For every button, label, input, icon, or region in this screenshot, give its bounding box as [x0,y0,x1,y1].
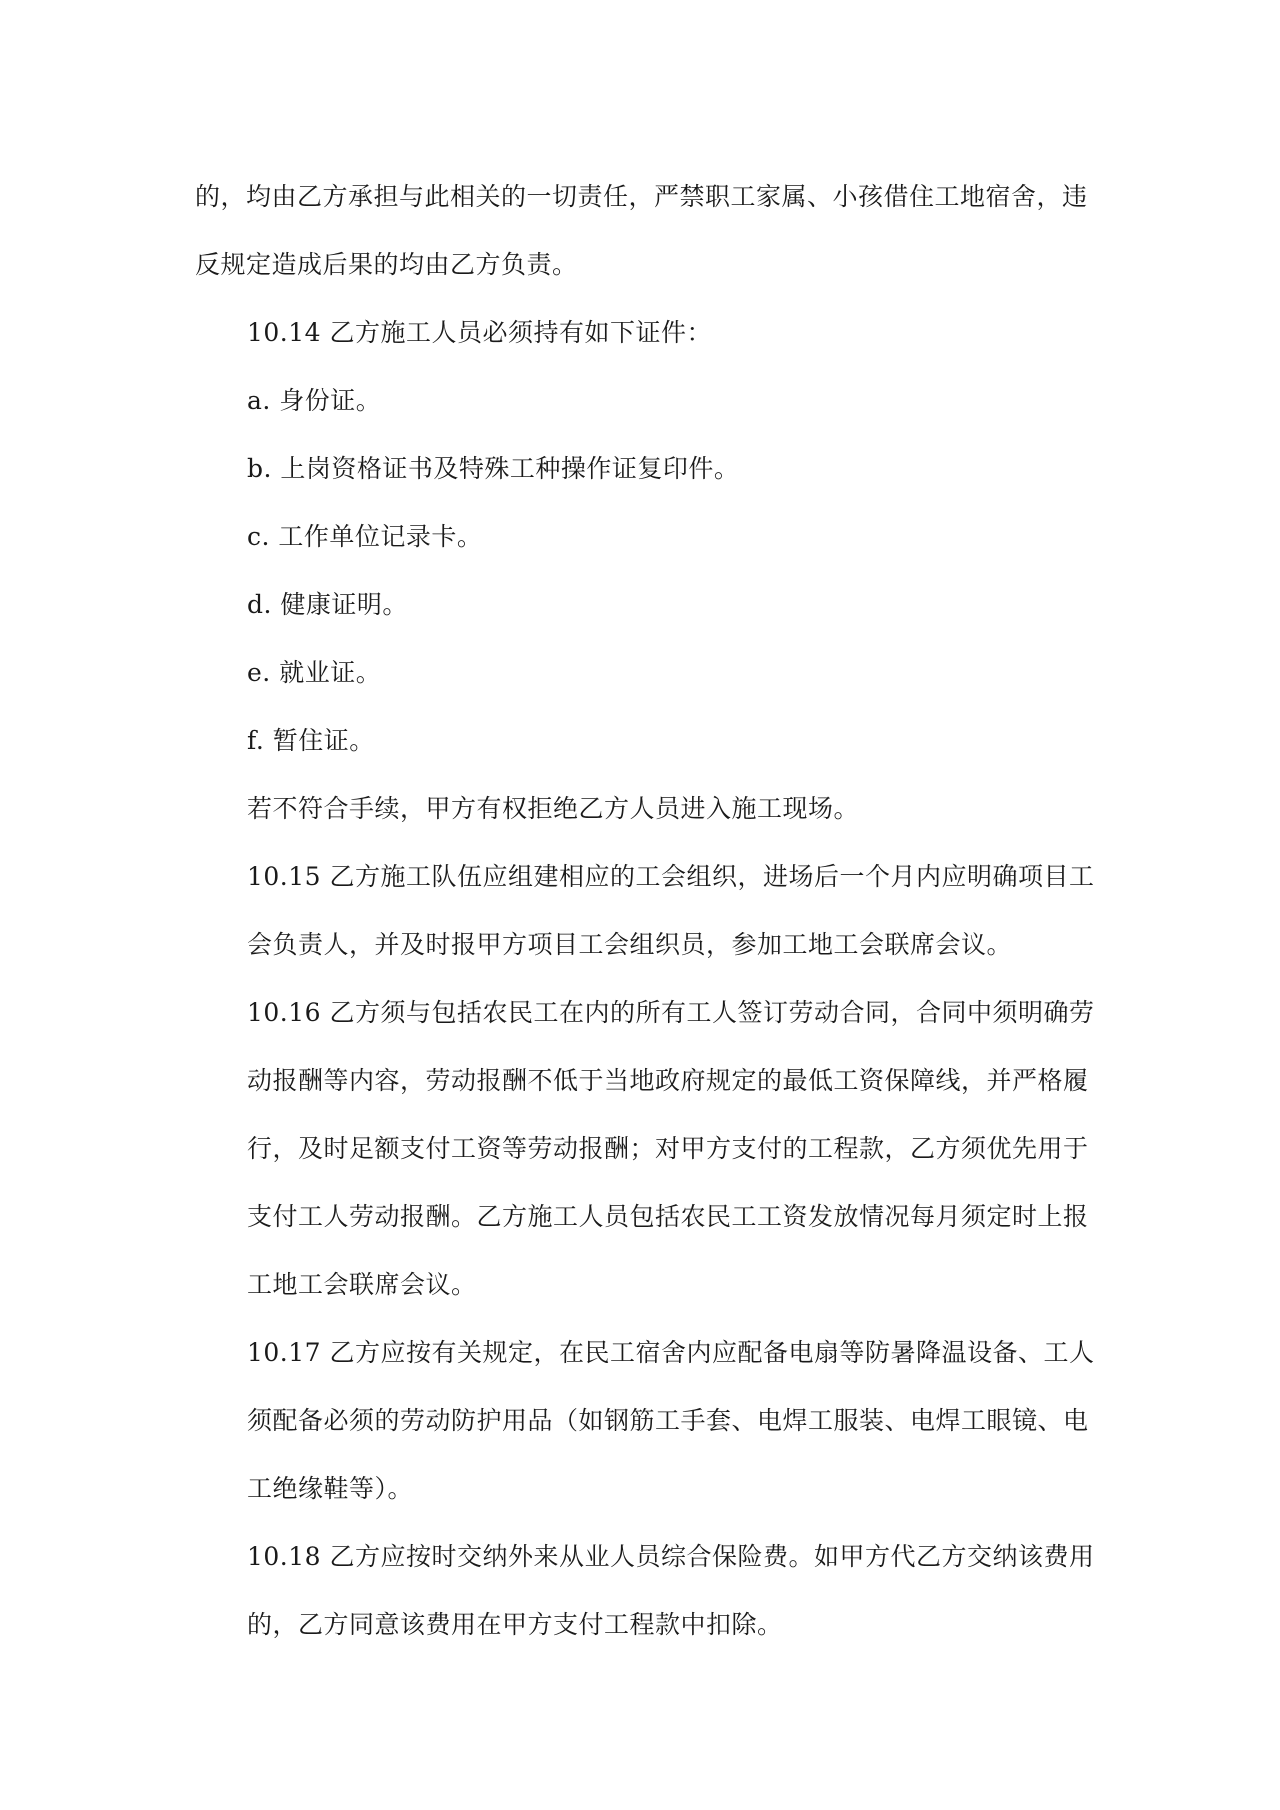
clause-10-15: 10.15 乙方施工队伍应组建相应的工会组织，进场后一个月内应明确项目工会负责人，并及时报甲方项目工会组织员，参加工地工会联席会议。 [247,862,1095,959]
list-item-f: f. 暂住证。 [247,726,375,755]
document-body [195,163,1095,1659]
clause-10-18: 10.18 乙方应按时交纳外来从业人员综合保险费。如甲方代乙方交纳该费用的，乙方同意该费用在甲方支付工程款中扣除。 [247,1542,1095,1639]
clause-10-16: 10.16 乙方须与包括农民工在内的所有工人签订劳动合同，合同中须明确劳动报酬等内容，劳动报酬不低于当地政府规定的最低工资保障线，并严格履行，及时足额支付工资等劳动报酬；对甲方支付的工程款，乙方须优先用于支付工人劳动报酬。乙方施工人员包括农民工工资发放情况每月须定时上报工地工会联席会议。 [247,998,1095,1299]
list-item-d: d. 健康证明。 [247,590,408,619]
list-item-a: a. 身份证。 [247,386,382,415]
paragraph-continuation: 的，均由乙方承担与此相关的一切责任，严禁职工家属、小孩借住工地宿舍，违反规定造成后果的均由乙方负责。 [195,182,1088,279]
list-item-c: c. 工作单位记录卡。 [247,522,483,551]
clause-10-17: 10.17 乙方应按有关规定，在民工宿舍内应配备电扇等防暑降温设备、工人须配备必须的劳动防护用品（如钢筋工手套、电焊工服装、电焊工眼镜、电工绝缘鞋等）。 [247,1338,1095,1503]
clause-10-14: 10.14 乙方施工人员必须持有如下证件： [247,318,713,347]
list-item-e: e. 就业证。 [247,658,382,687]
paragraph-note: 若不符合手续，甲方有权拒绝乙方人员进入施工现场。 [247,794,860,823]
list-item-b: b. 上岗资格证书及特殊工种操作证复印件。 [247,454,740,483]
